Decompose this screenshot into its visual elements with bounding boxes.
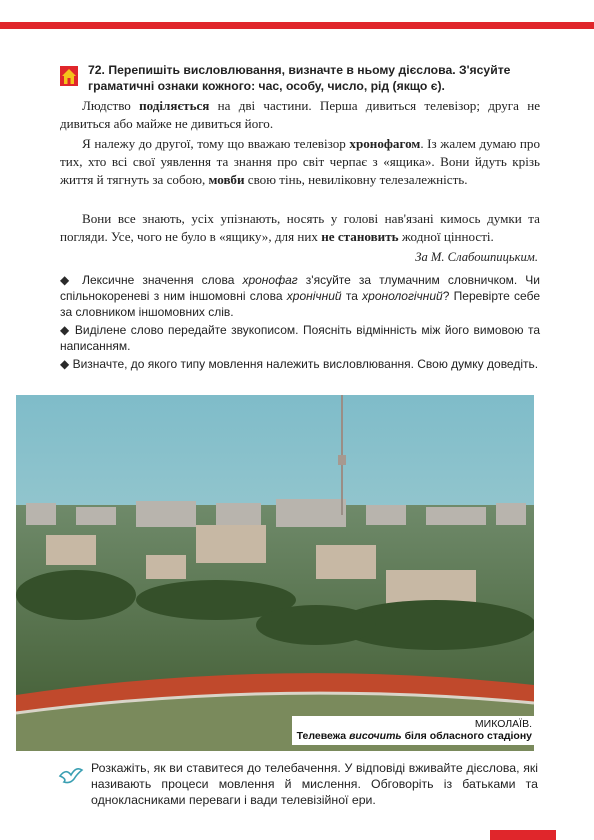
house-icon: [60, 66, 78, 86]
paragraph-segment: мовби: [208, 172, 245, 187]
paragraph-segment: жодної цінності.: [398, 229, 494, 244]
author-attribution: За М. Слабошпицьким.: [415, 250, 538, 264]
paragraph-segment: свою тінь, невиліковну телезалежність.: [244, 172, 468, 187]
paragraph-segment: на дві частини. Перша дивиться телевізор; друга не дивиться або майже не дивиться його.: [60, 98, 541, 131]
paragraph-segment: хронофагом: [349, 136, 421, 151]
text-paragraph-3: [60, 210, 540, 246]
task-segment: та: [341, 289, 363, 303]
task-segment: хронологічний: [362, 289, 443, 303]
paragraph-segment: Я належу до другої, тому що вважаю телевізор: [82, 136, 350, 151]
task-segment: хронічний: [286, 289, 342, 303]
text-paragraph-1: [60, 97, 540, 133]
caption-segment: височить: [349, 730, 402, 742]
task-segment: Лексичне значення слова: [82, 273, 243, 287]
exercise-number: 72.: [88, 63, 105, 77]
paragraph-segment: Людство: [82, 98, 140, 113]
diamond-bullet-icon: ◆: [60, 357, 70, 371]
caption-segment: біля обласного стадіону: [401, 730, 532, 742]
paragraph-segment: Вони все знають, усіх упізнають, носять у голові нав'язані кимось думки та погляди. Усе, чого не було в «ящику», для них: [60, 211, 540, 244]
top-red-bar: [0, 22, 594, 29]
final-task: Розкажіть, як ви ставитеся до телебачення. У відповіді вживайте дієслова, які називають процеси мовлення й мислення. Обговоріть із батьками та однокласниками переваги і вади телевізійної ери.: [91, 761, 538, 807]
diamond-bullet-icon: ◆: [60, 273, 74, 287]
paragraph-segment: не становить: [321, 229, 399, 244]
exercise-heading: [88, 62, 540, 94]
diamond-bullet-icon: ◆: [60, 323, 71, 337]
task-segment: Виділене слово передайте звукописом. Поясніть відмінність між його вимовою та написанням.: [60, 323, 540, 353]
paragraph-segment: . Із жалем думаю про тих, хто всі свої уявлення та знання про світ черпає з «ящика». Вони йдуть крізь життя й тягнуть за собою,: [60, 136, 540, 187]
bird-icon: [58, 764, 84, 786]
text-paragraph-2: [60, 135, 540, 189]
photo-caption: [292, 716, 536, 745]
page-corner-mark: [490, 830, 556, 840]
task-segment: хронофаг: [242, 273, 298, 287]
caption-segment: Телевежа: [296, 730, 350, 742]
caption-city: МИКОЛАЇВ.: [474, 718, 532, 730]
task-segment: з'ясуйте за тлумачним словничком. Чи спільнокореневі з ним іншомовні слова: [60, 273, 541, 303]
task-segment: ? Перевірте себе за словником іншомовних слів.: [60, 289, 541, 319]
task-bullet-2: [60, 322, 540, 354]
caption-text: [296, 730, 532, 743]
exercise-task: Перепишіть висловлювання, визначте в ньому дієслова. З'ясуйте граматичні ознаки кожного: час, особу, число, рід (якщо є).: [88, 63, 511, 93]
task-bullet-1: [60, 272, 540, 320]
city-photo: [16, 395, 534, 751]
paragraph-segment: поділяється: [139, 98, 210, 113]
task-segment: Визначте, до якого типу мовлення належить висловлювання. Свою думку доведіть.: [72, 357, 539, 371]
task-bullet-3: [60, 356, 540, 372]
